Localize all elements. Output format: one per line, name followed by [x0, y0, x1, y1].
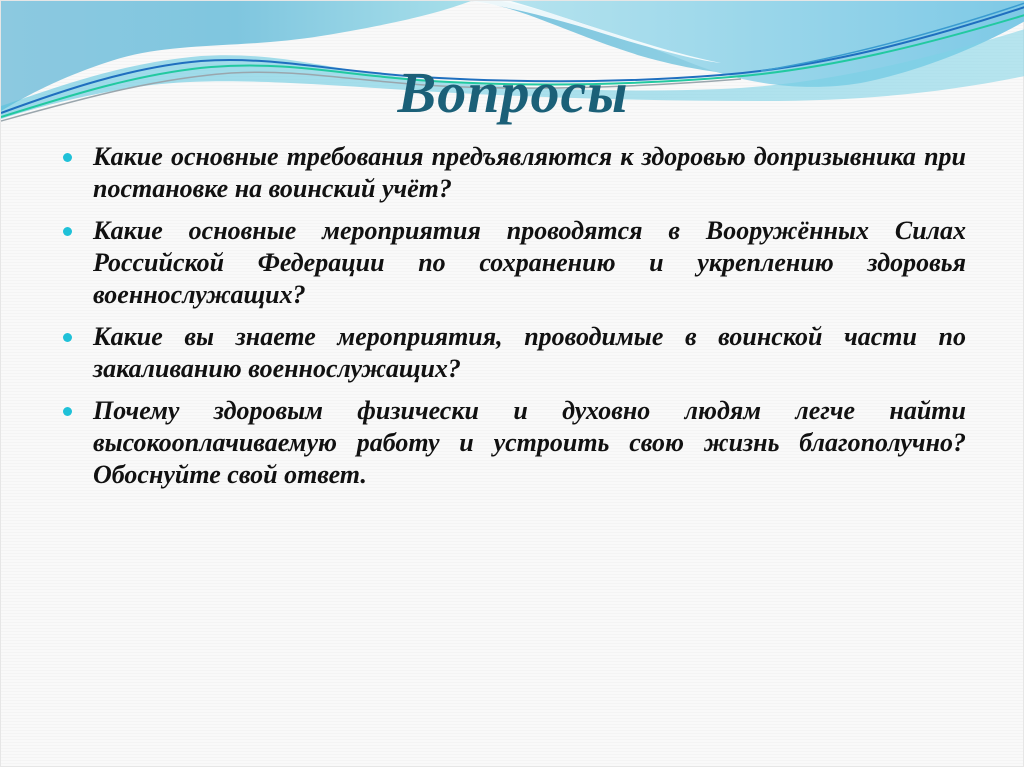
- question-text: Какие основные требования предъявляются к здоровью допризывника при постановке на воинский учёт?: [93, 142, 966, 203]
- question-item: [61, 321, 966, 385]
- bullet-dot-icon: [63, 153, 72, 162]
- bullet-dot-icon: [63, 333, 72, 342]
- question-item: [61, 141, 966, 205]
- question-text: Почему здоровым физически и духовно людям легче найти высокооплачиваемую работу и устроить свою жизнь благополучно? Обоснуйте свой ответ.: [93, 396, 966, 489]
- bullet-dot-icon: [63, 407, 72, 416]
- slide-title: Вопросы: [397, 60, 629, 125]
- question-item: [61, 395, 966, 491]
- question-text: Какие основные мероприятия проводятся в Вооружённых Силах Российской Федерации по сохранению и укреплению здоровья военнослужащих?: [93, 216, 966, 309]
- question-list: [61, 141, 966, 501]
- bullet-dot-icon: [63, 227, 72, 236]
- question-item: [61, 215, 966, 311]
- question-text: Какие вы знаете мероприятия, проводимые в воинской части по закаливанию военнослужащих?: [93, 322, 966, 383]
